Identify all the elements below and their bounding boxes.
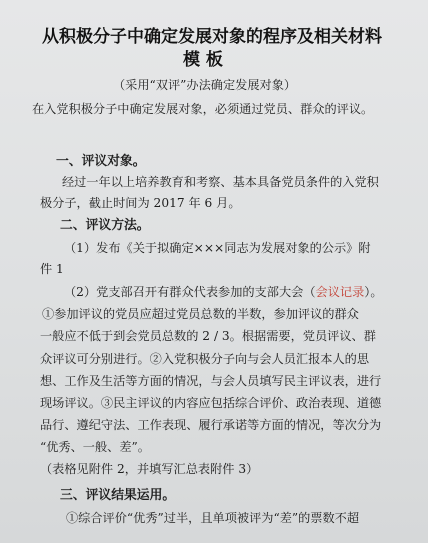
meeting-record-highlight: 会议记录	[315, 285, 365, 299]
section-2-paragraph-line2: 一般应不低于到会党员总数的 2 / 3。根据需要，党员评议、群	[40, 329, 376, 343]
section-2-item1-line1: （1）发布《关于拟确定×××同志为发展对象的公示》附	[64, 241, 371, 255]
section-2-paragraph-line3: 众评议可分别进行。②入党积极分子向与会人员汇报本人的思	[40, 352, 370, 366]
section-2-paragraph-line4: 想、工作及生活等方面的情况，与会人员填写民主评议表，进行	[40, 374, 382, 388]
section-1-text-line1: 经过一年以上培养教育和考察、基本具备党员条件的入党积	[62, 175, 379, 189]
intro-paragraph: 在入党积极分子中确定发展对象，必须通过党员、群众的评议。	[32, 102, 374, 116]
section-2-paragraph-line5: 现场评议。③民主评议的内容应包括综合评价、政治表现、道德	[40, 396, 382, 410]
section-2-note: （表格见附件 2，并填写汇总表附件 3）	[40, 462, 259, 476]
section-2-paragraph-line7: “优秀、一般、差”。	[40, 440, 150, 454]
section-3-heading: 三、评议结果运用。	[60, 488, 176, 503]
section-3-text-line1: ①综合评价“优秀”过半，且单项被评为“差”的票数不超	[66, 511, 360, 525]
subtitle: （采用“双评”办法确定发展对象）	[113, 78, 297, 92]
section-2-item1-line2: 件 1	[40, 262, 64, 276]
section-2-paragraph-line1: ①参加评议的党员应超过党员总数的半数，参加评议的群众	[42, 307, 359, 321]
section-1-heading: 一、评议对象。	[56, 154, 146, 169]
section-2-item2-prefix: （2）党支部召开有群众代表参加的支部大会（	[64, 285, 316, 299]
section-2-item2-line	[64, 283, 383, 300]
document-title-line1: 从积极分子中确定发展对象的程序及相关材料	[42, 27, 382, 47]
section-2-item2-suffix: ）。	[364, 285, 383, 299]
document-title-line2: 模 板	[183, 50, 223, 70]
section-2-paragraph-line6: 品行、遵纪守法、工作表现、履行承诺等方面的情况，等次分为	[40, 418, 382, 432]
section-2-heading: 二、评议方法。	[60, 218, 150, 233]
section-1-text-line2: 极分子，截止时间为 2017 年 6 月。	[40, 196, 241, 210]
